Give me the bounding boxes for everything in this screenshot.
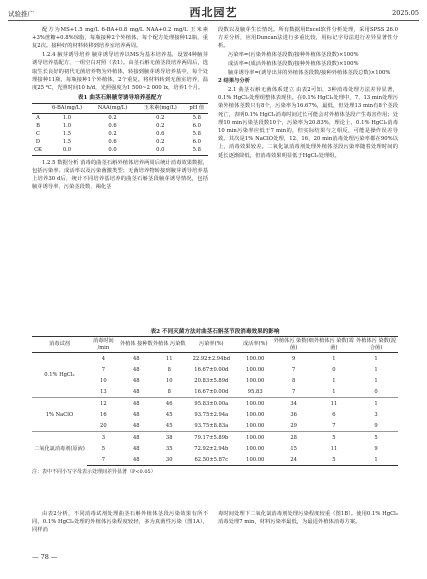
table2-cell: 100.00	[246, 411, 265, 418]
table1-row	[32, 122, 208, 130]
table1-cell: 1.5	[62, 130, 72, 137]
table1-header: pH 值	[186, 104, 208, 113]
table1-cell: D	[35, 139, 41, 146]
table1-cell: 0.2	[156, 122, 165, 129]
table2-cell: 1	[332, 355, 336, 362]
table1-cell: 1.0	[62, 122, 72, 129]
paragraph: 1.2.5 数据分析 消毒的曲茎石斛外植体培养两周后统计消毒效果数据，包括污染率、成活率以及污染菌激类型；无菌培养物转接到腋芽诱导培养基上培养30 d后，统计不同培养基培养的曲茎石斛茎段腋芽诱导情况，包括腋芽诱导率、污染茎段数、褐化茎	[32, 159, 208, 191]
table2-row	[32, 432, 398, 444]
table1-cell: 0.2	[108, 130, 117, 137]
table1-cell: 6.0	[192, 139, 201, 146]
table2-cell: 48	[132, 422, 140, 429]
table2-cell: 5	[101, 445, 106, 452]
table2-cell: 5	[314, 454, 354, 466]
table2-reagent: 二氧化氯消毒剂(原液)	[32, 432, 87, 466]
table1-row	[32, 146, 208, 155]
table2-cell: 62.50±5.87c	[186, 454, 237, 466]
table2-cell: 72.92±2.94b	[194, 445, 229, 452]
table2-cell: 6	[332, 411, 336, 418]
table2-cell: 93.75±2.94a	[194, 411, 229, 418]
table1-cell: A	[36, 114, 40, 121]
table2-cell: 48	[132, 388, 140, 395]
table2-cell: 11	[330, 445, 338, 452]
table2-cell: 48	[120, 432, 153, 444]
table2-cell: 100.00	[246, 422, 265, 429]
table2-cell: 93.75±8.83a	[194, 422, 229, 429]
table2-cell: 7	[292, 388, 296, 395]
table2-cell: 0	[374, 388, 378, 395]
table2-cell: 100.00	[237, 454, 274, 466]
table1-header: NAA(mg/L)	[90, 104, 135, 113]
formula-survival: 成活率=(成活外植体茎段数/接种外植体茎段数)×100%	[228, 60, 359, 67]
section-label: 试验推广	[8, 10, 34, 18]
table2-cell: 29	[290, 422, 297, 429]
table1-cell: 0.2	[108, 114, 117, 121]
table2-cell: 100.00	[246, 366, 265, 373]
paragraph: 1.2.4 腋芽诱导培养 腋芽诱导培养以MS为基本培养基，设置4种腋芽诱导培养基配方，一组空白对照（表1）。由茎石斛无菌茎段培养两周后，选取生长良好的初代无菌培养物为外植体，转接到腋芽诱导培养基中，每个处理接种11瓶，每瓶接种1个外植体，2个重复。将材料转到无菌室培养，温度25 ℃，光照时间10 h/d，光照强度为1 500~2 000 lx，培养1个月。	[32, 52, 208, 91]
formula-induction: 腋芽诱导率=(诱导出芽的外植体茎段数/接种外植体茎段总数)×100%	[228, 69, 391, 76]
table2-cell: 79.17±5.89b	[186, 432, 237, 444]
table2-cell: 8	[167, 366, 171, 373]
table2-cell: 16.67±0.00d	[194, 366, 229, 373]
table2-cell: 22.92±2.94bd	[192, 355, 231, 362]
table1-cell: 5.8	[192, 114, 201, 121]
table1	[32, 103, 208, 155]
formula-contamination: 污染率=(污染外植体茎段数/接种外植体茎段数)×100%	[228, 52, 359, 59]
table1-cell: 0.0	[90, 146, 135, 155]
table2-row	[32, 375, 398, 386]
table1-cell: 6.0	[192, 122, 201, 129]
paragraph: 段数以及腋芽生长情况。所有数据用Excel软件分析处理，采用SPSS 26.0方差分析，应用Duncan法进行多重比较，用标记字母法进行差异显著性分析。	[218, 27, 398, 50]
table2-header: 成活率(%)	[237, 337, 274, 353]
paragraph: 由表2分析，不同消毒试剂处理曲茎石斛外植体茎段污染效果有所不同，0.1% HgCl₂处理的外植体污染程度较轻，多为真菌性污染（图1A），同样消	[32, 511, 208, 534]
table2-row	[32, 420, 398, 432]
page-number: — 78 —	[32, 553, 58, 561]
table1-cell: 0.6	[156, 130, 165, 137]
table1-row	[32, 113, 208, 122]
table2-row	[32, 398, 398, 410]
paragraph: 毒时间处理下二氧化氯消毒剂处理污染程度较重（图1B）。使用0.1% HgCl₂消毒处理7 min，材料污染率最低，为最适外植体消毒方案。	[218, 511, 398, 526]
table1-cell: 5.8	[192, 130, 201, 137]
table2-row	[32, 454, 398, 466]
table2-header: 消毒时间 /min	[87, 337, 120, 353]
table2-cell: 100.00	[246, 377, 265, 384]
table2-cell: 24	[274, 454, 314, 466]
table2-cell: 46	[153, 398, 186, 410]
table1-header	[32, 104, 44, 113]
table2-reagent: 1% NaClO	[32, 398, 87, 432]
table2-note: 注：表中不同小写字母表示处理间差异显著（P<0.05）	[32, 469, 156, 475]
table2-cell: 7	[101, 366, 106, 373]
table1-cell: 1.5	[62, 139, 72, 146]
table2-cell: 16	[100, 411, 107, 418]
table2	[32, 336, 398, 466]
table1-header: 玉米素(mg/L)	[135, 104, 185, 113]
table1-cell: 0.2	[156, 114, 165, 121]
table2-cell: 15	[290, 445, 297, 452]
table2-header: 污染率(%)	[186, 337, 237, 353]
table2-cell: 8	[292, 377, 296, 384]
table2-cell: 100.00	[246, 445, 265, 452]
table2-cell: 95.83	[247, 388, 263, 395]
table1-cell: 0.6	[108, 139, 117, 146]
table2-cell: 45	[165, 411, 173, 418]
table2-cell: 1	[332, 377, 336, 384]
table2-cell: 48	[132, 377, 140, 384]
table1-cell: 5.8	[186, 146, 208, 155]
table2-cell: 10	[100, 377, 107, 384]
bottom-left-text	[32, 510, 208, 535]
header-rule	[8, 20, 419, 21]
table2-cell: 100.00	[237, 398, 274, 410]
table2-cell: 36	[290, 411, 297, 418]
table2-header: 外植体污 染数(混合菌)	[356, 338, 397, 351]
table2-cell: 7	[87, 454, 120, 466]
table2-cell: 95.83±0.00a	[186, 398, 237, 410]
bottom-right-text	[218, 510, 398, 527]
table2-cell: 13	[100, 388, 107, 395]
table2-cell: 1	[354, 398, 398, 410]
table2-cell: 20	[100, 422, 107, 429]
table2-cell: 8	[167, 388, 171, 395]
table2-cell: 16.67±0.00d	[194, 388, 229, 395]
table2-row	[32, 386, 398, 398]
table2-cell: 7	[292, 366, 296, 373]
table2-cell: 48	[132, 411, 140, 418]
left-column	[32, 26, 208, 192]
table2-cell: 5	[314, 432, 354, 444]
table2-cell: 20.83±5.89d	[194, 377, 229, 384]
table1-row	[32, 130, 208, 138]
table2-cell: 9	[374, 445, 378, 452]
table2-cell: 11	[314, 398, 354, 410]
table1-cell: B	[36, 122, 40, 129]
table2-cell: 100.00	[237, 432, 274, 444]
table2-header: 外植体污 染数(细菌)	[273, 338, 314, 351]
table2-cell: 10	[165, 377, 173, 384]
table2-row	[32, 364, 398, 375]
table2-caption: 表2 不同灭菌方法对曲茎石斛茎节段消毒效果的影响	[150, 329, 280, 335]
table2-cell: 48	[132, 355, 140, 362]
page-header	[8, 4, 419, 18]
table1-caption: 表1 曲茎石斛腋芽诱导培养基配方	[77, 95, 163, 102]
section-heading: 2 结果与分析	[218, 78, 251, 85]
table2-cell: 9	[292, 355, 296, 362]
table2-cell: 35	[165, 445, 173, 452]
table2-cell: 12	[87, 398, 120, 410]
table2-header: 外植体 污染数	[153, 337, 186, 353]
paragraph: 2.1 曲茎石斛无菌体系建立 由表2可知，3种消毒处理方法差异显著，0.1% HgCl₂处理组整体表现佳。在0.1% HgCl₂处理中，7、13 min处理污染外植体茎数只有8个，污染率为16.67%，最低，但处理13 min有8个茎段死亡，表明0.1% HgCl₂消毒时间过长可能会对外植体茎段产生毒害作用；处理10 min污染茎段数10个，污染率为20.83%，理论上，0.1% HgCl₂消毒10 min污染率应低于7 min的，但实际结果与之相反，可能是操作误差导致。其次是1% NaClO处理，12、16、20 min消毒处理污染率都在90%以上，消毒效果较差。二氧化氯消毒剂处理外植体茎段污染率随着处理时间的延长逐渐降低，但消毒效果明显低于HgCl₂处理组。	[218, 86, 398, 159]
table1-cell: 0.6	[108, 122, 117, 129]
table1-header: 6-BA(mg/L)	[44, 104, 90, 113]
journal-title: 西北园艺	[189, 6, 238, 19]
table2-cell: 0	[332, 366, 336, 373]
table1-cell: 0.0	[44, 146, 90, 155]
table2-header: 外植体污 染数(霉菌)	[313, 338, 354, 351]
table2-cell: 45	[165, 422, 173, 429]
table2-cell: 48	[120, 454, 153, 466]
table2-cell: 1	[332, 388, 336, 395]
table2-header: 外植体 接种数	[120, 337, 153, 353]
table2-cell: 1	[374, 366, 378, 373]
table2-row	[32, 443, 398, 454]
table2-cell: 11	[165, 355, 173, 362]
table2-block	[32, 325, 398, 475]
table2-cell: 3	[87, 432, 120, 444]
table1-cell: CK	[32, 146, 44, 155]
table2-cell: 5	[354, 432, 398, 444]
issue-date: 2025.05	[392, 9, 419, 17]
table2-cell: 4	[101, 355, 106, 362]
table2-cell: 7	[332, 422, 336, 429]
table2-cell: 1	[374, 355, 378, 362]
table2-cell: 34	[274, 398, 314, 410]
right-column	[218, 26, 398, 160]
table2-cell: 30	[153, 454, 186, 466]
table2-cell: 48	[132, 366, 140, 373]
table1-row	[32, 138, 208, 146]
table2-cell: 100.00	[246, 355, 265, 362]
table2-cell: 1	[354, 454, 398, 466]
table2-cell: 28	[274, 432, 314, 444]
table1-cell: 0.0	[135, 146, 185, 155]
table2-reagent: 0.1% HgCl₂	[44, 372, 75, 378]
table2-cell: 9	[374, 422, 378, 429]
table2-cell: 48	[120, 398, 153, 410]
paragraph: 配方为MS+1.5 mg/L 6-BA+0.8 mg/L NAA+0.2 mg/L 玉米素+3%蔗糖+0.8%琼脂，每瓶接种2个外植体，每个配方处理接种12瓶，重复2次。接种好的材料转移到培养室培养两周。	[32, 27, 208, 50]
table1-cell: 0.2	[156, 139, 165, 146]
table1-cell: C	[36, 130, 40, 137]
table2-cell: 1	[374, 377, 378, 384]
table2-row	[32, 409, 398, 420]
table1-cell: 1.0	[62, 114, 72, 121]
table2-cell: 48	[132, 445, 140, 452]
table2-row	[32, 353, 398, 365]
table2-header: 消毒试剂	[32, 337, 87, 353]
table2-cell: 38	[153, 432, 186, 444]
table2-cell: 3	[374, 411, 378, 418]
